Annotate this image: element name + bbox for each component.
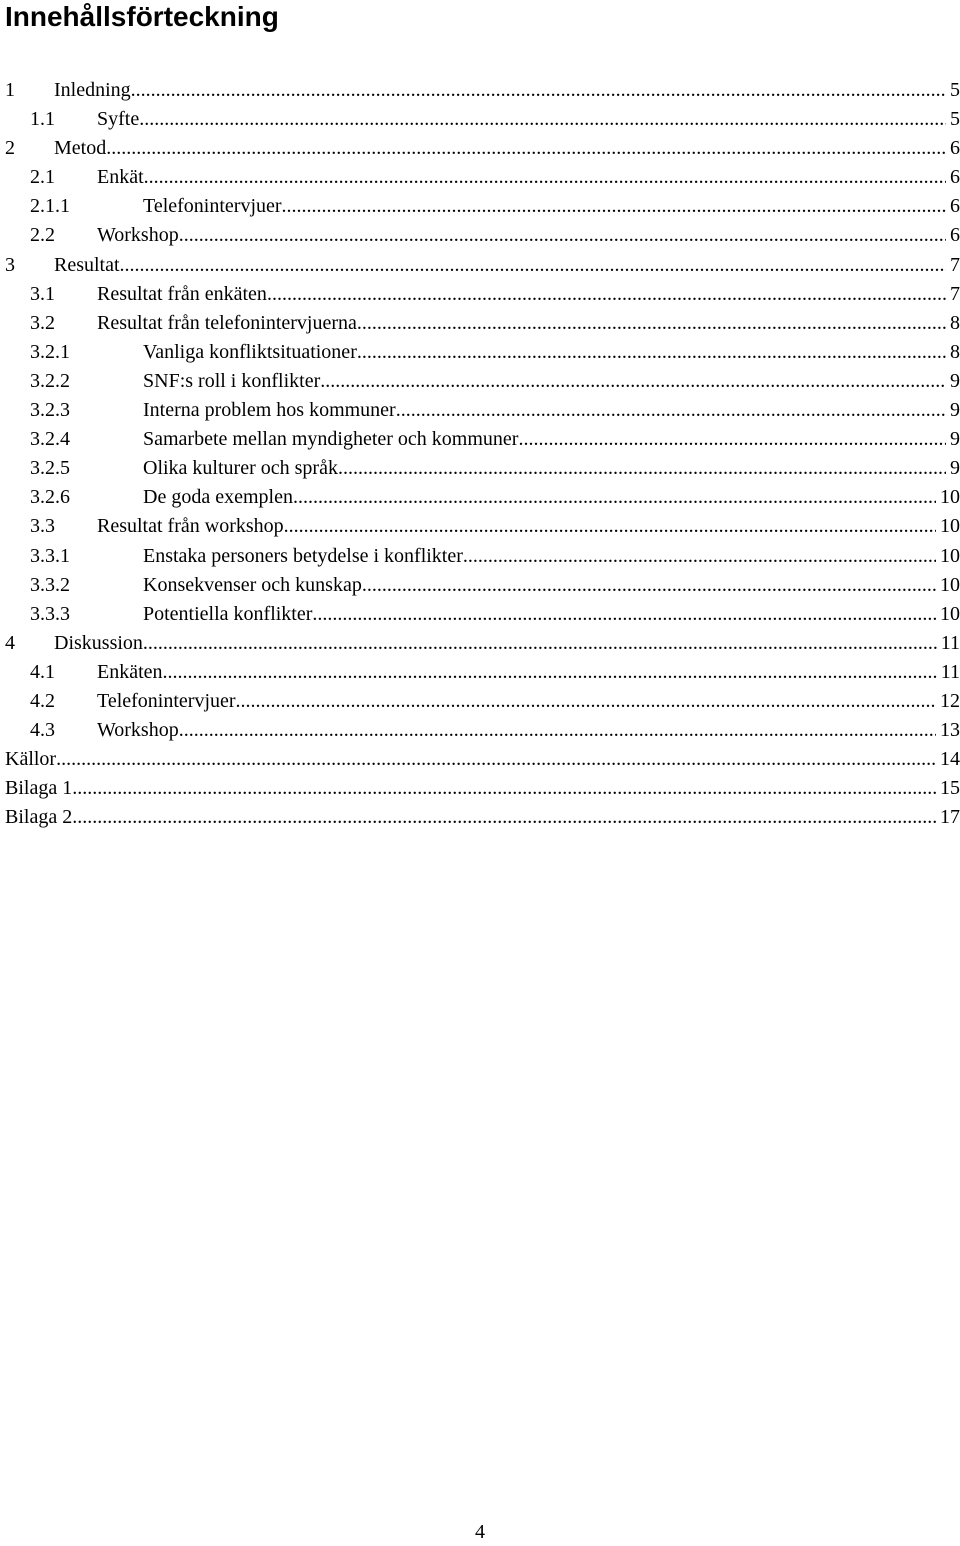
toc-entry[interactable]: [5, 134, 960, 163]
toc-dot-leader: [120, 251, 946, 280]
toc-entry-number: 3.3: [30, 515, 55, 538]
toc-dot-leader: [463, 542, 936, 571]
toc-entry-title: Inledning: [54, 79, 131, 101]
toc-dot-leader: [357, 309, 946, 338]
toc-entry-title: Bilaga 2.: [5, 806, 78, 829]
toc-entry-number: 2: [5, 137, 15, 160]
toc-entry-page: 5: [950, 79, 960, 101]
toc-entry[interactable]: [5, 629, 960, 658]
toc-entry-number: 3.2.3: [30, 399, 70, 422]
toc-entry-page: 10: [940, 602, 960, 625]
toc-entry-page: 10: [940, 515, 960, 538]
toc-entry[interactable]: [5, 454, 960, 483]
toc-entry-page: 9: [950, 457, 960, 480]
toc-entry[interactable]: [5, 512, 960, 541]
toc-entry[interactable]: [5, 338, 960, 367]
toc-entry[interactable]: [5, 745, 960, 774]
toc-entry-page: 9: [950, 369, 960, 392]
toc-entry-page: 6: [950, 137, 960, 160]
toc-entry-title: Samarbete mellan myndigheter och kommuner: [143, 428, 519, 451]
toc-entry-title: Enstaka personers betydelse i konflikter: [143, 544, 463, 567]
toc-entry-page: 8: [950, 311, 960, 334]
toc-entry-page: 13: [940, 719, 960, 742]
toc-entry-page: 5: [950, 108, 960, 131]
toc-entry-title: SNF:s roll i konflikter: [143, 369, 321, 392]
toc-entry-page: 10: [940, 544, 960, 567]
toc-entry-title: Olika kulturer och språk: [143, 457, 338, 480]
toc-entry-title: Konsekvenser och kunskap: [143, 573, 362, 596]
toc-entry[interactable]: [5, 716, 960, 745]
toc-dot-leader: [163, 658, 937, 687]
toc-entry-title: Workshop: [97, 224, 179, 247]
toc-entry-title: Resultat från enkäten: [97, 282, 267, 305]
toc-entry-page: 17: [940, 806, 960, 829]
toc-entry-page: 9: [950, 428, 960, 451]
toc-entry-number: 1: [5, 79, 15, 101]
toc-entry-title: Potentiella konflikter: [143, 602, 313, 625]
toc-entry-page: 6: [950, 195, 960, 218]
toc-entry[interactable]: [5, 571, 960, 600]
toc-dot-leader: [282, 192, 946, 221]
toc-entry-number: 3.3.2: [30, 573, 70, 596]
toc-dot-leader: [236, 687, 936, 716]
toc-entry-page: 11: [940, 660, 960, 683]
toc-entry[interactable]: [5, 542, 960, 571]
toc-entry-page: 14: [940, 748, 960, 771]
toc-entry-number: 4.3: [30, 719, 55, 742]
toc-entry[interactable]: [5, 425, 960, 454]
toc-entry-number: 3.2.6: [30, 486, 70, 509]
toc-dot-leader: [320, 367, 946, 396]
toc-entry[interactable]: [5, 251, 960, 280]
toc-entry-number: 3.1: [30, 282, 55, 305]
toc-dot-leader: [131, 76, 946, 105]
toc-entry-title: De goda exemplen: [143, 486, 293, 509]
toc-dot-leader: [179, 221, 946, 250]
toc-entry-title: Vanliga konfliktsituationer: [143, 340, 357, 363]
toc-entry-page: 6: [950, 166, 960, 189]
toc-entry-number: 2.1.1: [30, 195, 70, 218]
toc-entry-title: Workshop: [97, 719, 179, 742]
toc-dot-leader: [357, 338, 946, 367]
toc-entry[interactable]: [5, 105, 960, 134]
toc-entry[interactable]: [5, 803, 960, 832]
toc-entry-title: Resultat från workshop: [97, 515, 284, 538]
toc-entry-page: 12: [940, 689, 960, 712]
toc-entry-number: 3.2.4: [30, 428, 70, 451]
toc-dot-leader: [518, 425, 946, 454]
toc-dot-leader: [179, 716, 936, 745]
toc-dot-leader: [144, 163, 946, 192]
toc-entry-title: Telefonintervjuer: [143, 195, 282, 218]
toc-entry-number: 3: [5, 253, 15, 276]
toc-dot-leader: [338, 454, 946, 483]
toc-entry-title: Källor: [5, 748, 57, 771]
toc-entry-page: 9: [950, 399, 960, 422]
toc-dot-leader: [143, 629, 937, 658]
toc-dot-leader: [293, 483, 936, 512]
toc-entry-number: 3.3.1: [30, 544, 70, 567]
toc-entry-page: 10: [940, 486, 960, 509]
toc-entry[interactable]: [5, 76, 960, 105]
toc-entry-number: 3.2.2: [30, 369, 70, 392]
toc-entry-title: Resultat från telefonintervjuerna: [97, 311, 357, 334]
toc-entry[interactable]: [5, 396, 960, 425]
toc-dot-leader: [312, 600, 936, 629]
toc-entry[interactable]: [5, 774, 960, 803]
toc-dot-leader: [77, 774, 936, 803]
toc-entry-number: 3.2.1: [30, 340, 70, 363]
toc-entry-page: 10: [940, 573, 960, 596]
toc-entry-number: 3.2.5: [30, 457, 70, 480]
toc-entry-title: Syfte: [97, 108, 140, 131]
toc-dot-leader: [267, 280, 946, 309]
toc-entry[interactable]: [5, 192, 960, 221]
toc-entry[interactable]: [5, 687, 960, 716]
toc-entry-title: Telefonintervjuer: [97, 689, 236, 712]
page-number: 4: [475, 1521, 485, 1543]
toc-list: [5, 76, 960, 832]
toc-dot-leader: [362, 571, 936, 600]
toc-entry-title: Enkät: [97, 166, 144, 189]
toc-entry-title: Diskussion: [54, 631, 143, 654]
toc-entry-number: 3.3.3: [30, 602, 70, 625]
toc-entry-number: 4.1: [30, 660, 55, 683]
toc-entry-number: 1.1: [30, 108, 55, 131]
toc-entry-page: 11: [940, 631, 960, 654]
toc-entry-page: 7: [950, 282, 960, 305]
toc-entry-number: 3.2: [30, 311, 55, 334]
toc-dot-leader: [284, 512, 936, 541]
toc-entry-title: Metod: [54, 137, 107, 160]
toc-dot-leader: [106, 134, 946, 163]
toc-dot-leader: [56, 745, 936, 774]
toc-entry[interactable]: [5, 221, 960, 250]
toc-entry[interactable]: [5, 658, 960, 687]
toc-dot-leader: [396, 396, 946, 425]
toc-heading: Innehållsförteckning: [5, 1, 279, 32]
toc-entry-page: 15: [940, 777, 960, 800]
toc-entry-number: 2.2: [30, 224, 55, 247]
toc-entry-number: 4.2: [30, 689, 55, 712]
toc-entry[interactable]: [5, 367, 960, 396]
toc-entry-page: 8: [950, 340, 960, 363]
toc-entry[interactable]: [5, 309, 960, 338]
toc-entry[interactable]: [5, 600, 960, 629]
toc-dot-leader: [139, 105, 946, 134]
toc-entry-number: 2.1: [30, 166, 55, 189]
toc-dot-leader: [77, 803, 936, 832]
toc-entry-title: Enkäten: [97, 660, 163, 683]
toc-entry-title: Bilaga 1.: [5, 777, 78, 800]
toc-entry-page: 6: [950, 224, 960, 247]
toc-entry[interactable]: [5, 280, 960, 309]
toc-entry-title: Interna problem hos kommuner: [143, 399, 396, 422]
toc-entry-page: 7: [950, 253, 960, 276]
toc-entry-title: Resultat: [54, 253, 120, 276]
toc-entry[interactable]: [5, 163, 960, 192]
toc-entry[interactable]: [5, 483, 960, 512]
toc-entry-number: 4: [5, 631, 15, 654]
